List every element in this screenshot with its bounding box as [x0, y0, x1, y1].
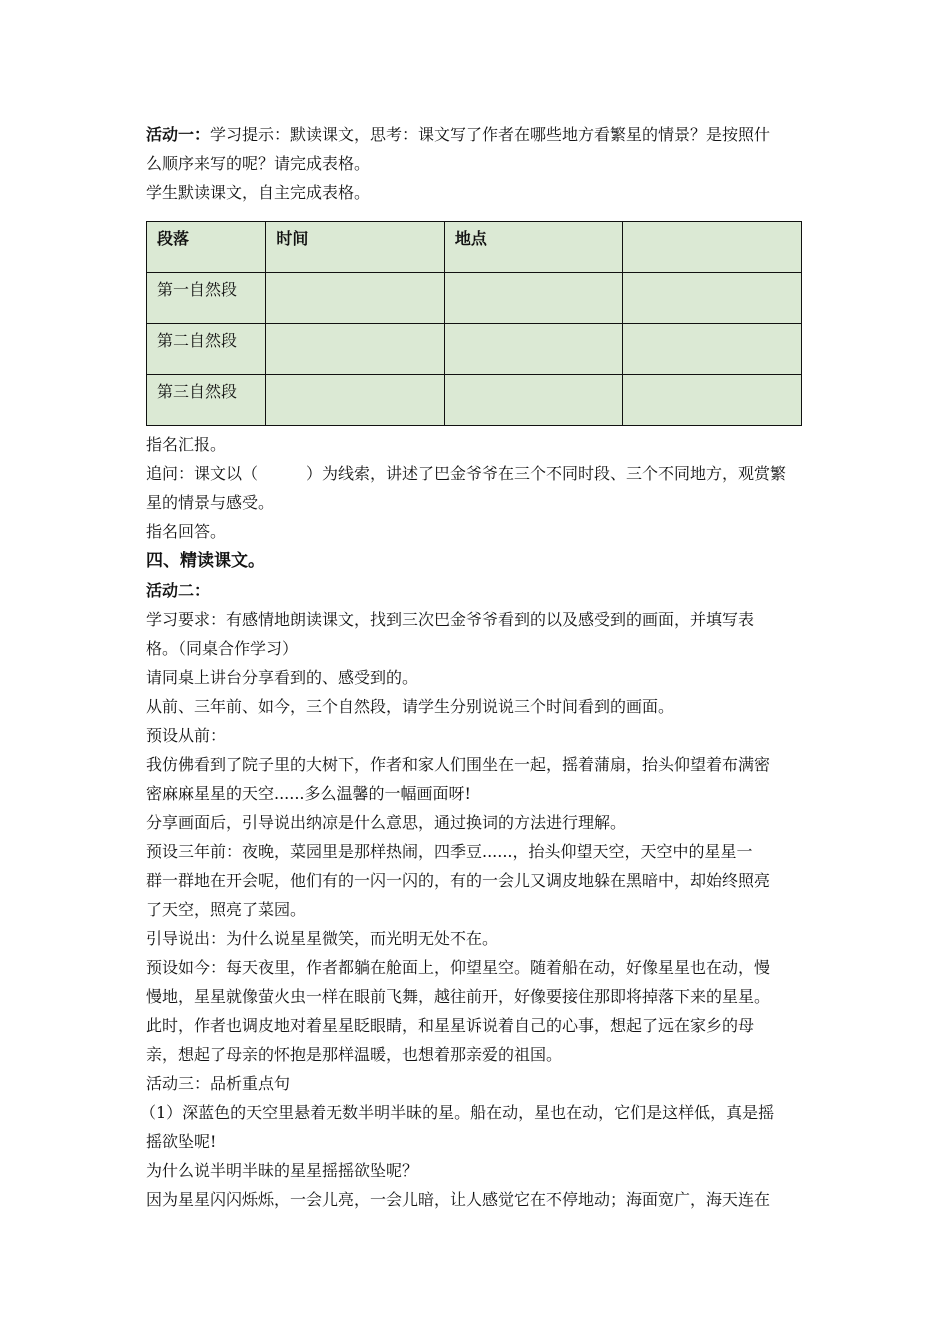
- three-times-line: 从前、三年前、如今，三个自然段，请学生分别说说三个时间看到的画面。: [146, 697, 675, 716]
- activity1-prompt-line2: 么顺序来写的呢？请完成表格。: [146, 154, 371, 173]
- table-cell: [266, 324, 445, 375]
- report-line: 指名汇报。: [146, 435, 227, 454]
- sentence1-line1: （1）深蓝色的天空里悬着无数半明半昧的星。船在动，星也在动，它们是这样低，真是摇: [140, 1103, 775, 1122]
- three-years-guide-line: 引导说出：为什么说星星微笑，而光明无处不在。: [146, 929, 499, 948]
- table-cell: [444, 273, 623, 324]
- past-guide-line: 分享画面后，引导说出纳凉是什么意思，通过换词的方法进行理解。: [146, 813, 627, 832]
- table-row: [147, 324, 802, 375]
- table-header-cell: 地点: [444, 222, 623, 273]
- activity1-prompt-line1: 活动一：学习提示：默读课文，思考：课文写了作者在哪些地方看繁星的情景？是按照什: [146, 125, 771, 144]
- table-cell: 第一自然段: [147, 273, 266, 324]
- now-line2: 慢地，星星就像萤火虫一样在眼前飞舞，越往前开，好像要接住那即将掉落下来的星星。: [146, 987, 771, 1006]
- share-line: 请同桌上讲台分享看到的、感受到的。: [146, 668, 419, 687]
- reason-line1: 因为星星闪闪烁烁，一会儿亮，一会儿暗，让人感觉它在不停地动；海面宽广，海天连在: [146, 1190, 771, 1209]
- answer-line: 指名回答。: [146, 522, 227, 541]
- followup-line1: 追问：课文以（ ）为线索，讲述了巴金爷爷在三个不同时段、三个不同地方，观赏繁: [146, 464, 787, 483]
- activity1-label: 活动一：: [146, 125, 211, 144]
- table-cell: [623, 324, 802, 375]
- table-cell: 第三自然段: [147, 375, 266, 426]
- section-title: 四、精读课文。: [146, 551, 265, 571]
- three-years-line2: 群一群地在开会呢，他们有的一闪一闪的，有的一会儿又调皮地躲在黑暗中，却始终照亮: [146, 871, 771, 890]
- requirement-line2: 格。（同桌合作学习）: [146, 639, 299, 658]
- activity3-line: 活动三：品析重点句: [146, 1074, 291, 1093]
- activity2-label: 活动二：: [146, 581, 211, 600]
- past-line1: 我仿佛看到了院子里的大树下，作者和家人们围坐在一起，摇着蒲扇，抬头仰望着布满密: [146, 755, 771, 774]
- sentence1-line2: 摇欲坠呢!: [146, 1132, 217, 1151]
- requirement-line1: 学习要求：有感情地朗读课文，找到三次巴金爷爷看到的以及感受到的画面，并填写表: [146, 610, 755, 629]
- table-header-row: [147, 222, 802, 273]
- now-line3: 此时，作者也调皮地对着星星眨眼睛，和星星诉说着自己的心事，想起了远在家乡的母: [146, 1016, 755, 1035]
- paragraph-table: [146, 221, 802, 426]
- three-years-line1: 预设三年前：夜晚，菜园里是那样热闹，四季豆......，抬头仰望天空，天空中的星星一: [146, 842, 753, 861]
- table-row: [147, 273, 802, 324]
- table-header-cell: 时间: [266, 222, 445, 273]
- activity1-instruction: 学生默读课文，自主完成表格。: [146, 183, 371, 202]
- preset-past-label: 预设从前：: [146, 726, 227, 745]
- table-cell: [266, 273, 445, 324]
- now-line1: 预设如今：每天夜里，作者都躺在舱面上，仰望星空。随着船在动，好像星星也在动，慢: [146, 958, 771, 977]
- followup-line2: 星的情景与感受。: [146, 493, 275, 512]
- question-line: 为什么说半明半昧的星星摇摇欲坠呢？: [146, 1161, 419, 1180]
- table-cell: [623, 273, 802, 324]
- table-cell: [266, 375, 445, 426]
- past-line2: 密麻麻星星的天空......多么温馨的一幅画面呀!: [146, 784, 471, 803]
- table-cell: 第二自然段: [147, 324, 266, 375]
- now-line4: 亲，想起了母亲的怀抱是那样温暖，也想着那亲爱的祖国。: [146, 1045, 563, 1064]
- table-cell: [444, 324, 623, 375]
- table-cell: [623, 375, 802, 426]
- table-cell: [444, 375, 623, 426]
- table-row: [147, 375, 802, 426]
- table-header-cell: [623, 222, 802, 273]
- three-years-line3: 了天空，照亮了菜园。: [146, 900, 307, 919]
- table-header-cell: 段落: [147, 222, 266, 273]
